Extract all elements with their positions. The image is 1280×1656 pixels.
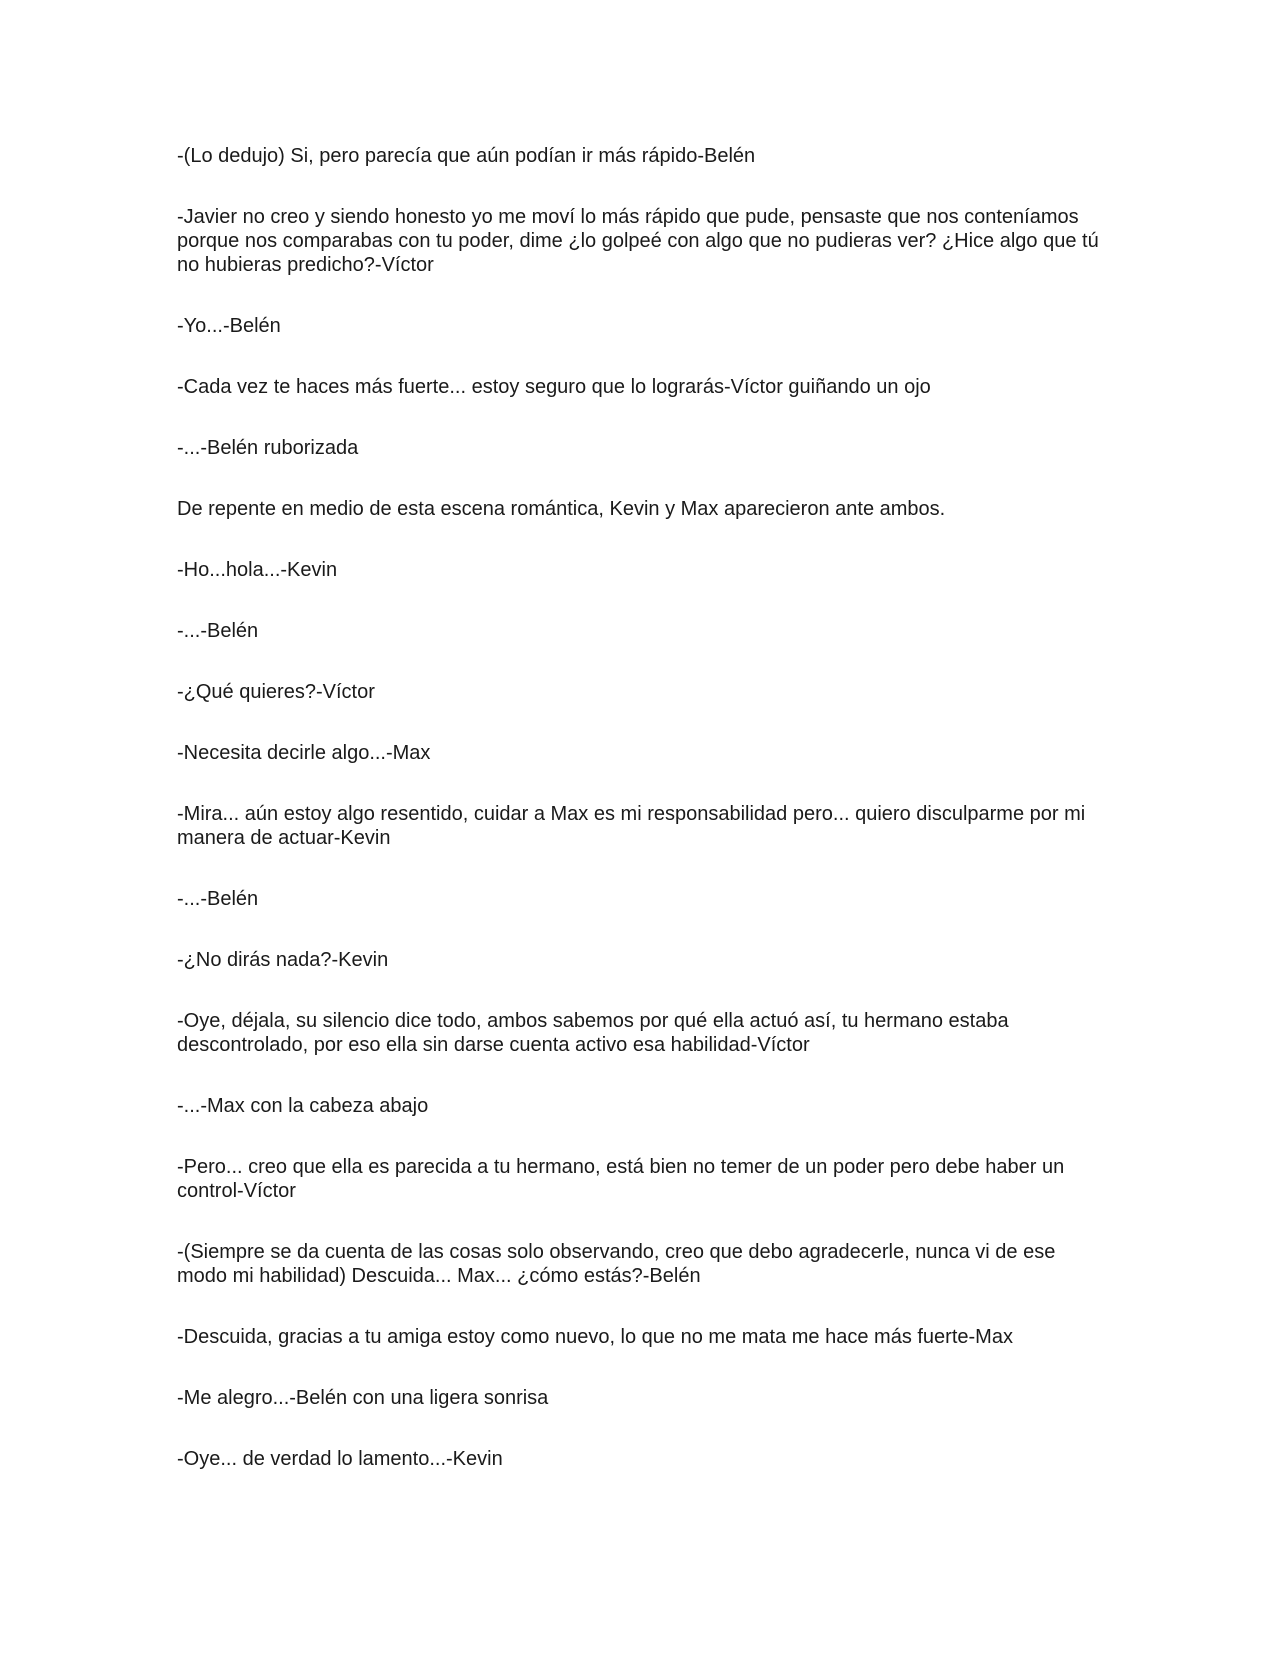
paragraph: -Javier no creo y siendo honesto yo me moví lo más rápido que pude, pensaste que nos conteníamos porque nos comparabas con tu poder, dime ¿lo golpeé con algo que no pudieras ver? ¿Hice algo que tú no hubieras predicho?-Víctor — [177, 206, 1099, 276]
paragraph: -¿Qué quieres?-Víctor — [177, 681, 375, 703]
paragraph: -Descuida, gracias a tu amiga estoy como nuevo, lo que no me mata me hace más fuerte-Max — [177, 1326, 1013, 1348]
document-body — [177, 144, 1107, 1508]
paragraph: -...-Max con la cabeza abajo — [177, 1095, 429, 1117]
paragraph: De repente en medio de esta escena romántica, Kevin y Max aparecieron ante ambos. — [177, 498, 946, 520]
paragraph: -Necesita decirle algo...-Max — [177, 742, 431, 764]
paragraph: -(Lo dedujo) Si, pero parecía que aún podían ir más rápido-Belén — [177, 145, 756, 167]
paragraph: -...-Belén ruborizada — [177, 437, 359, 459]
paragraph: -...-Belén — [177, 888, 259, 910]
paragraph: -Oye... de verdad lo lamento...-Kevin — [177, 1448, 503, 1470]
paragraph: -Ho...hola...-Kevin — [177, 559, 338, 581]
paragraph: -Yo...-Belén — [177, 315, 281, 337]
paragraph: -¿No dirás nada?-Kevin — [177, 949, 389, 971]
paragraph: -(Siempre se da cuenta de las cosas solo observando, creo que debo agradecerle, nunca vi de ese modo mi habilidad) Descuida... Max... ¿cómo estás?-Belén — [177, 1241, 1056, 1287]
paragraph: -...-Belén — [177, 620, 259, 642]
paragraph: -Mira... aún estoy algo resentido, cuidar a Max es mi responsabilidad pero... quiero disculparme por mi manera de actuar-Kevin — [177, 803, 1086, 849]
paragraph: -Pero... creo que ella es parecida a tu hermano, está bien no temer de un poder pero debe haber un control-Víctor — [177, 1156, 1065, 1202]
paragraph: -Me alegro...-Belén con una ligera sonrisa — [177, 1387, 549, 1409]
paragraph: -Cada vez te haces más fuerte... estoy seguro que lo lograrás-Víctor guiñando un ojo — [177, 376, 931, 398]
paragraph: -Oye, déjala, su silencio dice todo, ambos sabemos por qué ella actuó así, tu hermano estaba descontrolado, por eso ella sin darse cuenta activo esa habilidad-Víctor — [177, 1010, 1009, 1056]
